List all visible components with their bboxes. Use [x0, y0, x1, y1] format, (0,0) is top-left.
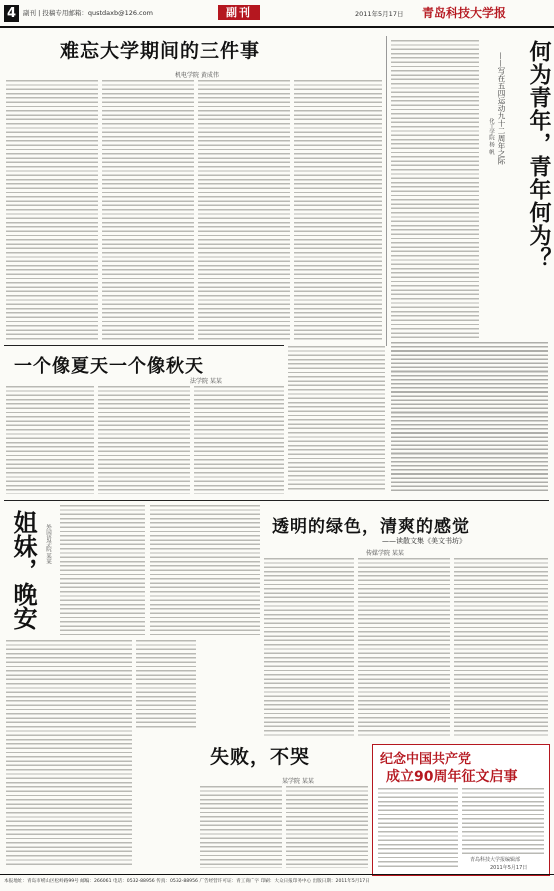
section-label: 副刊: [218, 5, 260, 20]
article-text-column: [60, 505, 145, 635]
article-subtitle: ——写在五四运动九十二周年之际: [497, 52, 506, 165]
section-rule: [4, 345, 284, 346]
article-text-column: [391, 342, 548, 492]
article-text-column: [264, 558, 354, 738]
article-byline: 化工学院 杨 帆: [488, 118, 494, 155]
issue-date: 2011年5月17日: [355, 10, 404, 18]
footer-text: 本报地址：青岛市崂山区松岭路99号 邮编：266061 电话：0532-88956 传真：0532-88956 广告经营许可证：青工商广字 印刷：大众日报印务中心 出版日期：2011年5月17日: [4, 879, 370, 884]
promo-title: 纪念中国共产党: [380, 752, 472, 767]
article-text-column: [286, 786, 368, 868]
promo-title: 成立90周年征文启事: [386, 769, 518, 785]
article-text-column: [288, 346, 385, 492]
column-divider: [386, 36, 387, 346]
promo-issuer: 青岛科技大学报编辑部: [470, 857, 521, 863]
article-text-column: [6, 80, 98, 342]
article-text-column: [150, 505, 260, 635]
promo-text: [378, 788, 458, 868]
article-text-column: [6, 640, 132, 868]
article-text-column: [454, 558, 548, 738]
article-text-column: [391, 40, 479, 340]
article-text-column: [136, 640, 196, 730]
promo-text: [462, 788, 544, 854]
article-title: 难忘大学期间的三件事: [60, 40, 261, 62]
article-title: 一个像夏天一个像秋天: [14, 356, 204, 377]
newspaper-name: 青岛科技大学报: [422, 6, 507, 20]
article-text-column: [6, 386, 94, 494]
article-text-column: [200, 786, 282, 868]
article-subtitle: ——读散文集《美文书坊》: [382, 537, 466, 545]
article-text-column: [98, 386, 190, 494]
article-byline: 机电学院 黄成伟: [175, 72, 219, 79]
promo-date: 2011年5月17日: [490, 865, 528, 871]
section-rule: [4, 500, 549, 501]
article-text-column: [358, 558, 450, 738]
article-title: 失败，不哭: [210, 746, 311, 768]
article-text-column: [198, 80, 290, 342]
edit-info: 副刊 | 投稿专用邮箱：qustdaxb@126.com: [23, 9, 153, 17]
article-title: 姐妹，晚安: [9, 510, 37, 630]
article-title: 何为青年，青年何为？: [526, 40, 551, 270]
article-byline: 外国语学院 某某: [45, 524, 51, 565]
article-byline: 某学院 某某: [282, 778, 314, 785]
article-title: 透明的绿色，清爽的感觉: [272, 517, 470, 537]
article-byline: 法学院 某某: [190, 378, 222, 385]
page-number: 4: [4, 5, 19, 22]
article-text-column: [194, 386, 284, 494]
article-byline: 传媒学院 某某: [366, 550, 404, 557]
article-text-column: [102, 80, 194, 342]
article-text-column: [294, 80, 382, 342]
